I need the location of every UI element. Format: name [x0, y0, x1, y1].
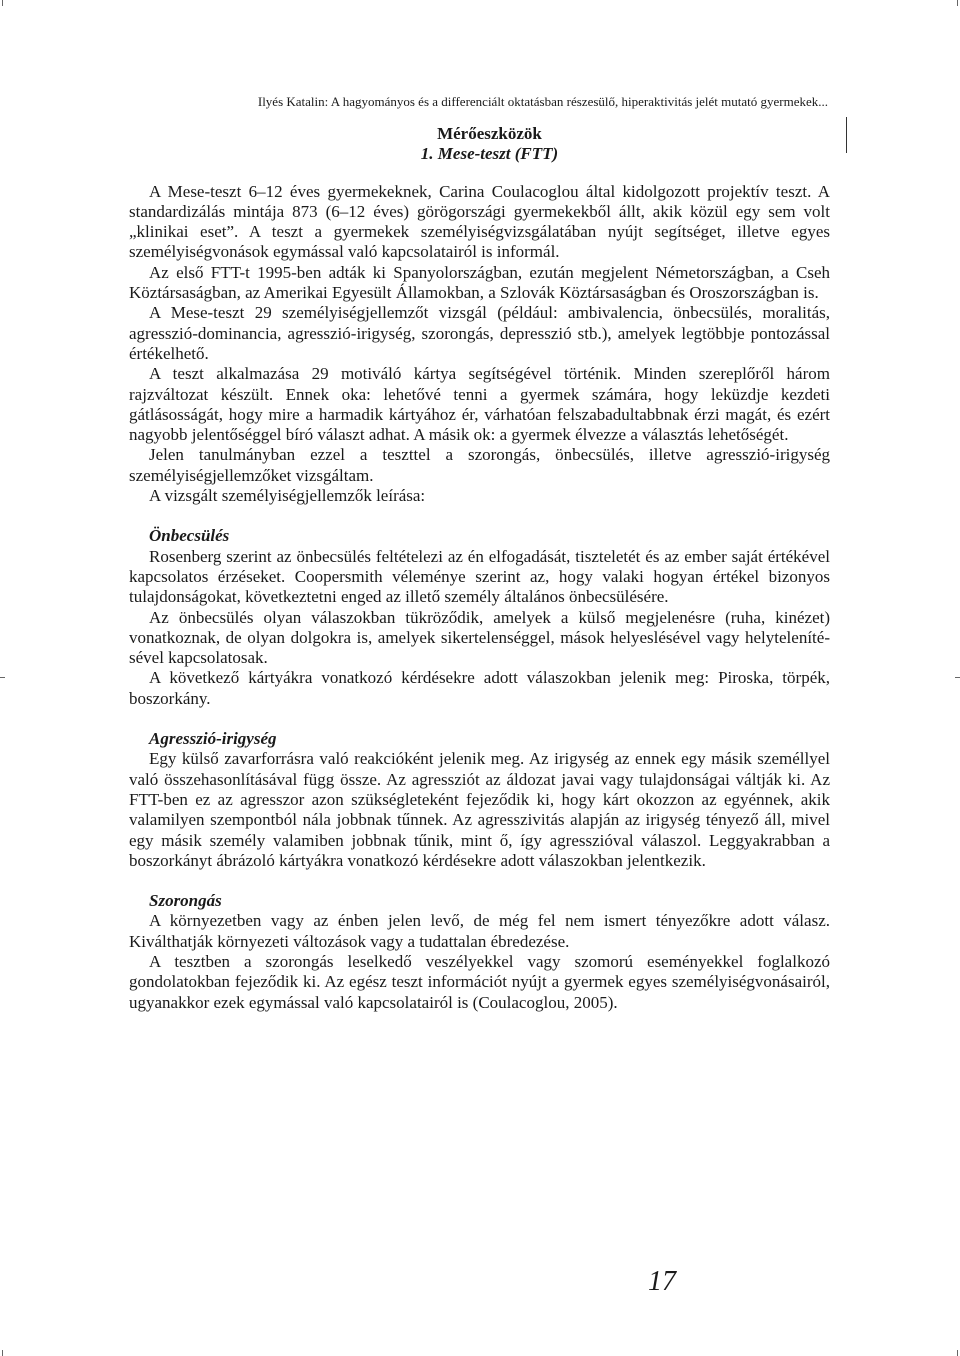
section-paragraph: Rosenberg szerint az önbecsülés feltételezi az én elfogadását, tiszteletét és az ember saját értékével kapcsolatos érzéseket. Coopersmith véleménye szerint az, hogy valaki hogyan értékel bizonyos tulajdonságokat, következtetni enged az illető személy általános önbecsülésére.	[129, 546, 830, 607]
intro-paragraph: Jelen tanulmányban ezzel a teszttel a szorongás, önbecsülés, illetve agresszió-irigység személyiségjellemzőket vizsgáltam.	[129, 445, 830, 485]
crop-mark-right-middle	[955, 677, 960, 678]
crop-mark-top-left	[2, 0, 3, 6]
intro-paragraph: A Mese-teszt 6–12 éves gyermekeknek, Carina Coulacoglou által kidolgozott projektív teszt. A standardizálás mintája 873 (6–12 éves) görögországi gyermekekből állt, akik közül egy sem volt „klinikai eset”. A teszt a gyermekek személyiségvizsgálatában nyújt segítséget, illetve egyes személyiségvonások egymással való kapcsolatairól is informál.	[129, 181, 830, 262]
intro-paragraph: A Mese-teszt 29 személyiségjellemzőt vizsgál (például: ambivalencia, önbecsülés, moralitás, agresszió-dominancia, agresszió-irigység, szorongás, depresszió stb.), amelyek legtöbbje pontozással értékelhető.	[129, 303, 830, 363]
crop-mark-left-middle	[0, 677, 5, 678]
crop-mark-bottom-right	[957, 1350, 958, 1356]
page-body	[129, 124, 830, 1013]
section-title-agresszio-irigyseg: Agresszió-irigység	[149, 729, 277, 749]
header-vertical-rule	[846, 117, 847, 153]
intro-paragraph: Az első FTT-t 1995-ben adták ki Spanyolországban, ezután megjelent Németországban, a Cseh Köztársaságban, az Amerikai Egyesült Államokban, a Szlovák Köztársaságban és Oroszországban is.	[129, 262, 830, 303]
intro-paragraph: A vizsgált személyiségjellemzők leírása:	[149, 486, 426, 506]
running-header: Ilyés Katalin: A hagyományos és a differenciált oktatásban részesülő, hiperaktivitás jelét mutató gyermekek...	[257, 94, 828, 109]
section-heading: Mérőeszközök	[437, 124, 542, 143]
crop-mark-top-right	[957, 0, 958, 6]
section-paragraph: A környezetben vagy az énben jelen levő, de még fel nem ismert tényezőkre adott válasz. Kiválthatják környezeti változások vagy a tudattalan ébredezése.	[129, 911, 830, 951]
subsection-heading: 1. Mese-teszt (FTT)	[420, 144, 559, 164]
section-paragraph: Egy külső zavarforrásra való reakcióként jelenik meg. Az irigység az ennek egy másik személlyel való összehasonlításával függ össze. Az agressziót az áldozat javai vagy tulajdonságai váltják ki. Az FTT-ben ez az agresszor azon szükségleteként fejeződik ki, hogy kárt okozzon az egyénnek, akik valamilyen szempontból nála jobbnak tűnnek. Az agresszivitás alapján az irigység tényező áll, mivel egy másik személy valamiben jobbnak tűnik, mint ő, így agresszióval válaszol. Leggyakrabban a boszorkányt ábrázoló kártyákra vonatkozó kérdésekre adott válaszokban jelentkezik.	[129, 749, 830, 870]
section-paragraph: A következő kártyákra vonatkozó kérdésekre adott válaszokban jelenik meg: Piroska, törpék, boszorkány.	[129, 668, 830, 708]
section-paragraph: Az önbecsülés olyan válaszokban tükröződik, amelyek a külső megjelenésre (ruha, kinézet) vonatkoznak, de olyan dolgokra is, amelyek sikertelenséggel, mások helyeslésével vagy helytelenítésével kapcsolatosak.	[129, 607, 830, 668]
section-paragraph: A tesztben a szorongás leselkedő veszélyekkel vagy szomorú eseményekkel foglalkozó gondolatokban fejeződik ki. Az egész teszt információt nyújt a gyermek egyes személyiségvonásairól, ugyanakkor ezek egymással való kapcsolatairól is (Coulacoglou, 2005).	[129, 951, 830, 1012]
crop-mark-bottom-left	[2, 1350, 3, 1356]
section-title-onbecsules: Önbecsülés	[149, 526, 230, 546]
page-number: 17	[648, 1266, 676, 1297]
intro-paragraph: A teszt alkalmazása 29 motiváló kártya segítségével történik. Minden szereplőről három rajzváltozat készült. Ennek oka: lehetővé tenni a gyermek számára, hogy leküzdje kezdeti gátlásosságát, hogy mire a harmadik kártyához ér, várhatóan felszabadultabbnak érzi magát, és ezért nagyobb jelentőséggel bíró választ adhat. A másik ok: a gyermek élvezze a választás lehetőségét.	[129, 364, 830, 445]
section-title-szorongas: Szorongás	[149, 891, 222, 911]
